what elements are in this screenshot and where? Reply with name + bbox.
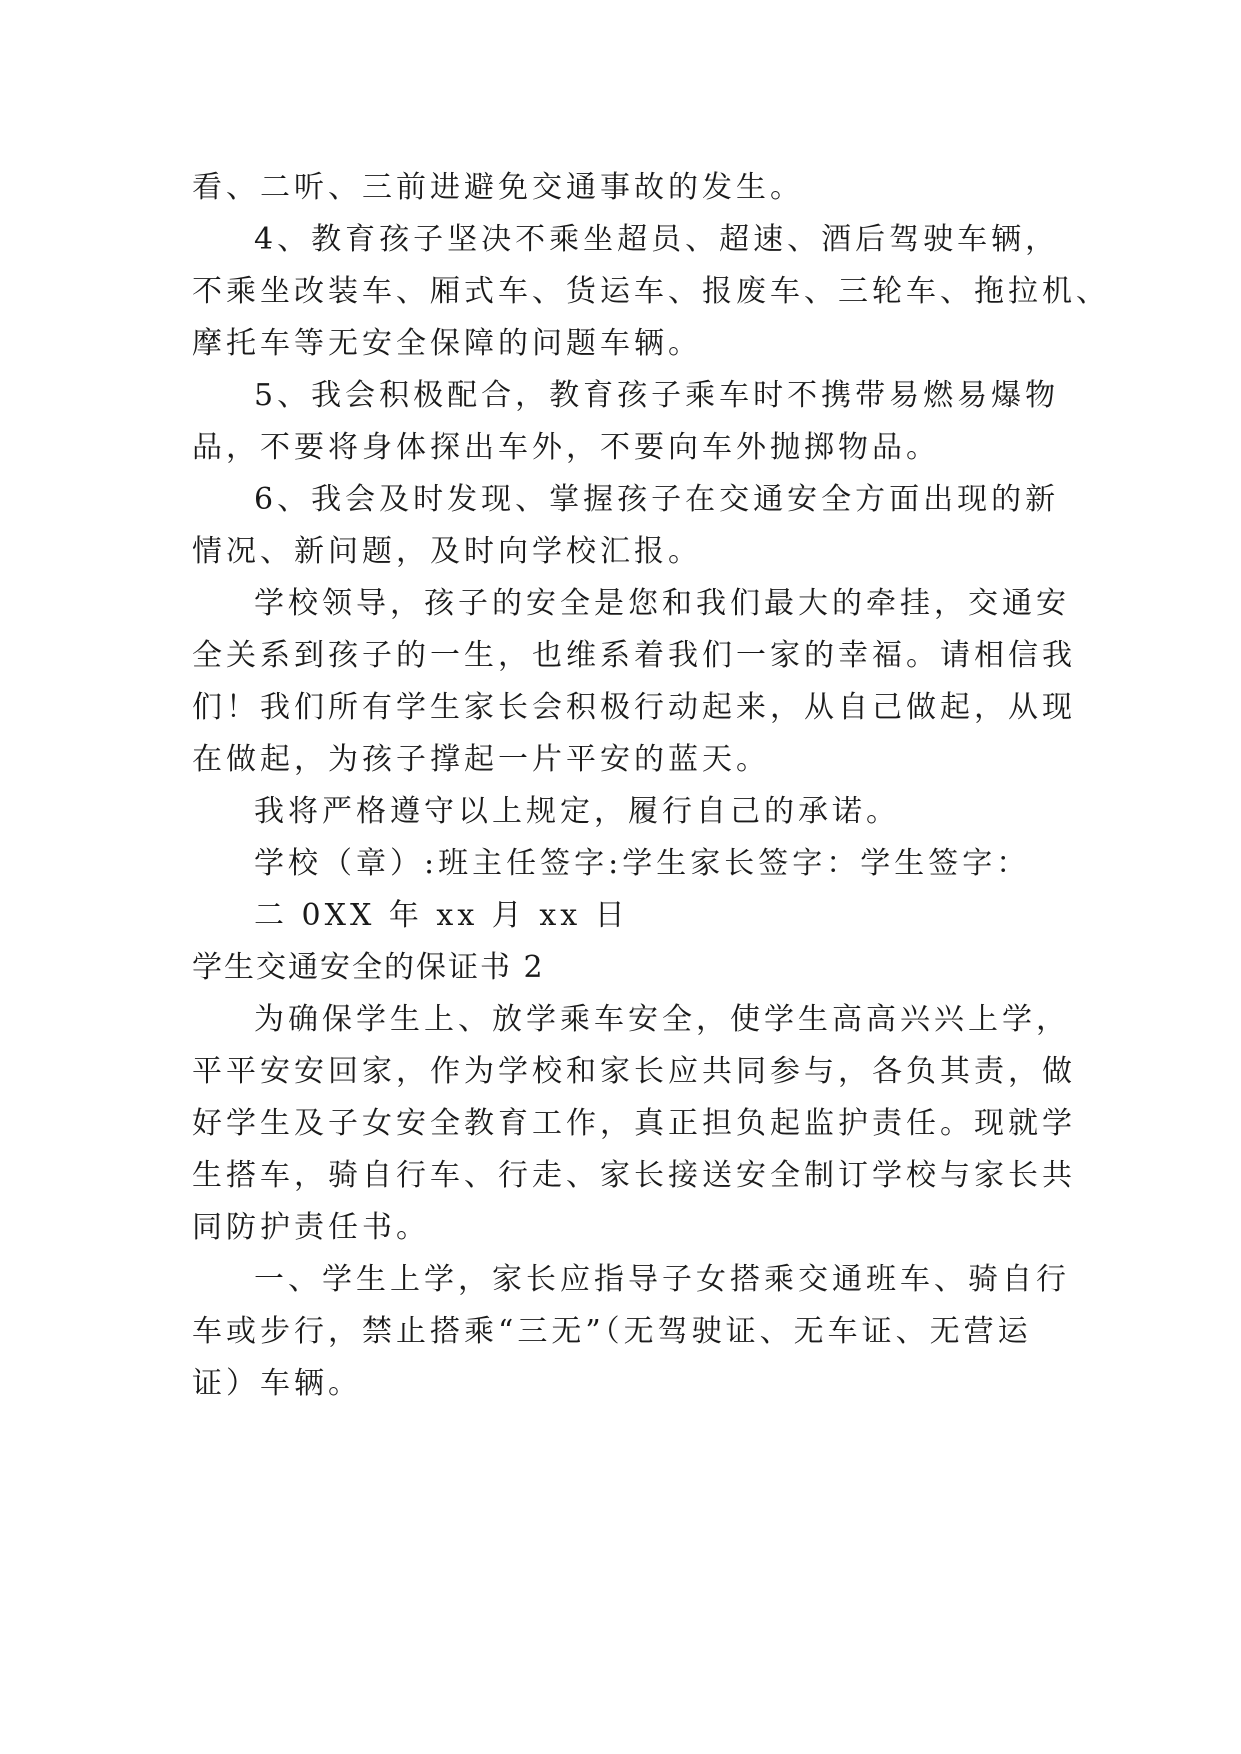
text-line: 品，不要将身体探出车外，不要向车外抛掷物品。	[192, 430, 940, 465]
text-line: 一、学生上学，家长应指导子女搭乘交通班车、骑自行	[254, 1262, 1070, 1297]
text-line: 看、二听、三前进避免交通事故的发生。	[192, 170, 804, 205]
text-line: 为确保学生上、放学乘车安全，使学生高高兴兴上学，	[254, 1002, 1070, 1037]
text-line: 好学生及子女安全教育工作，真正担负起监护责任。现就学	[192, 1106, 1076, 1141]
text-line: 6、我会及时发现、掌握孩子在交通安全方面出现的新	[254, 482, 1060, 517]
text-line: 全关系到孩子的一生，也维系着我们一家的幸福。请相信我	[192, 638, 1076, 673]
text-line: 同防护责任书。	[192, 1210, 430, 1245]
section-title: 学生交通安全的保证书 2	[192, 950, 545, 985]
text-line: 情况、新问题，及时向学校汇报。	[192, 534, 702, 569]
date-line: 二 0XX 年 xx 月 xx 日	[254, 898, 629, 933]
text-line: 4、教育孩子坚决不乘坐超员、超速、酒后驾驶车辆，	[254, 222, 1060, 257]
signature-line: 学校（章）:班主任签字:学生家长签字：学生签字：	[254, 846, 1031, 881]
text-line: 在做起，为孩子撑起一片平安的蓝天。	[192, 742, 770, 777]
text-line: 摩托车等无安全保障的问题车辆。	[192, 326, 702, 361]
text-line: 我将严格遵守以上规定，履行自己的承诺。	[254, 794, 900, 829]
text-line: 证）车辆。	[192, 1366, 362, 1401]
text-line: 平平安安回家，作为学校和家长应共同参与，各负其责，做	[192, 1054, 1076, 1089]
text-line: 5、我会积极配合，教育孩子乘车时不携带易燃易爆物	[254, 378, 1060, 413]
text-line: 车或步行，禁止搭乘“三无”（无驾驶证、无车证、无营运	[192, 1314, 1032, 1349]
text-line: 们！我们所有学生家长会积极行动起来，从自己做起，从现	[192, 690, 1076, 725]
text-line: 学校领导，孩子的安全是您和我们最大的牵挂，交通安	[254, 586, 1070, 621]
text-line: 生搭车，骑自行车、行走、家长接送安全制订学校与家长共	[192, 1158, 1076, 1193]
text-line: 不乘坐改装车、厢式车、货运车、报废车、三轮车、拖拉机、	[192, 274, 1110, 309]
